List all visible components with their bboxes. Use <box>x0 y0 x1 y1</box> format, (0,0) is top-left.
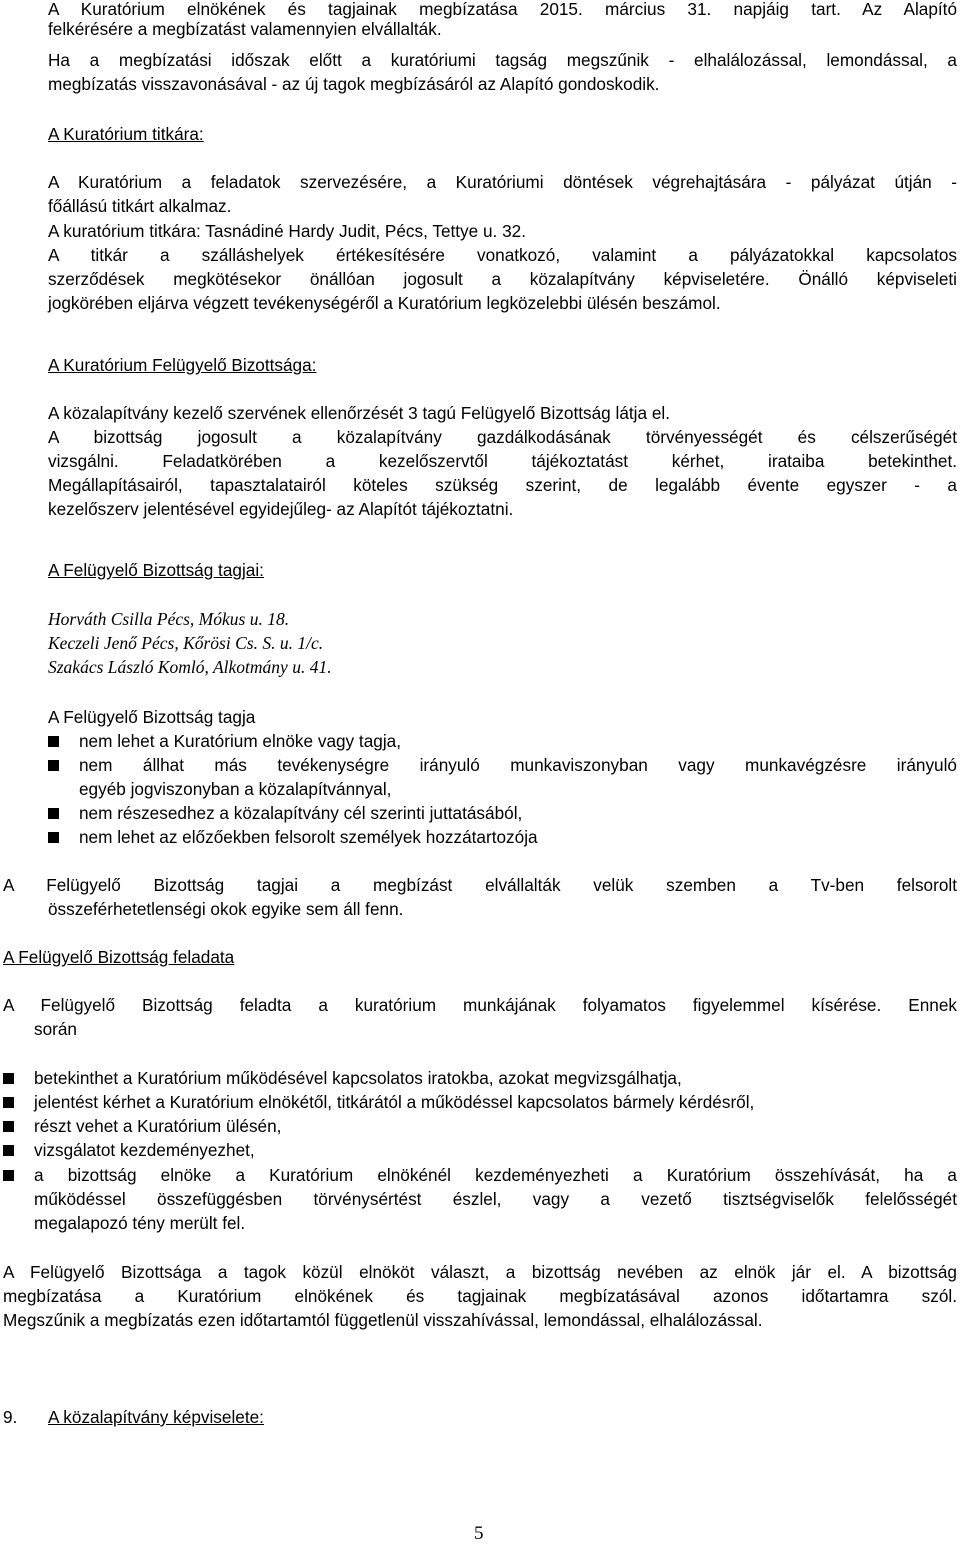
text-line: A bizottság jogosult a közalapítvány gazdálkodásának törvényességét és célszerűségét <box>48 427 957 447</box>
page-number: 5 <box>474 1523 484 1544</box>
list-item: részt vehet a Kuratórium ülésén, <box>34 1116 282 1136</box>
square-bullet-icon <box>3 1121 14 1132</box>
square-bullet-icon <box>48 736 59 747</box>
text-line: Megállapításairól, tapasztalatairól köteles szükség szerint, de legalább évente egyszer - a <box>48 475 957 495</box>
text-line: A kuratórium titkára: Tasnádiné Hardy Judit, Pécs, Tettye u. 32. <box>48 221 526 241</box>
text-line: során <box>34 1019 77 1039</box>
section-heading-titkar: A Kuratórium titkára: <box>48 124 204 144</box>
text-line: A titkár a szálláshelyek értékesítésére vonatkozó, valamint a pályázatokkal kapcsolatos <box>48 245 957 265</box>
section-heading-kepviselet: A közalapítvány képviselete: <box>48 1407 264 1427</box>
list-item: nem részesedhez a közalapítvány cél szerinti juttatásából, <box>79 803 523 823</box>
square-bullet-icon <box>3 1073 14 1084</box>
section-heading-felugyelo: A Kuratórium Felügyelő Bizottsága: <box>48 355 317 375</box>
section-heading-feladata: A Felügyelő Bizottság feladata <box>3 947 235 967</box>
text-line: főállású titkárt alkalmaz. <box>48 196 232 216</box>
square-bullet-icon <box>3 1145 14 1156</box>
list-item-continued: megalapozó tény merült fel. <box>34 1213 246 1233</box>
text-line: szerződések megkötésekor önállóan jogosult a közalapítvány képviseletére. Önálló képviseleti <box>48 269 957 289</box>
square-bullet-icon <box>3 1170 14 1181</box>
member-item: Szakács László Komló, Alkotmány u. 41. <box>48 657 332 677</box>
text-line: A Kuratórium a feladatok szervezésére, a Kuratóriumi döntések végrehajtására - pályázat útján - <box>48 172 957 192</box>
member-item: Keczeli Jenő Pécs, Kőrösi Cs. S. u. 1/c. <box>48 633 324 653</box>
text-line: Ha a megbízatási időszak előtt a kuratóriumi tagság megszűnik - elhalálozással, lemondással, a <box>48 50 957 70</box>
text-line: Megszűnik a megbízatás ezen időtartamtól függetlenül visszahívással, lemondással, elhalálozással. <box>3 1310 763 1330</box>
section-number: 9. <box>3 1407 18 1427</box>
list-item: betekinthet a Kuratórium működésével kapcsolatos iratokba, azokat megvizsgálhatja, <box>34 1068 682 1088</box>
section-heading-tagok: A Felügyelő Bizottság tagjai: <box>48 560 264 580</box>
text-line: A Felügyelő Bizottság feladta a kuratórium munkájának folyamatos figyelemmel kísérése. Ennek <box>3 995 957 1015</box>
text-line: A Kuratórium elnökének és tagjainak megbízatása 2015. március 31. napjáig tart. Az Alapító <box>48 0 957 19</box>
text-line: megbízatása a Kuratórium elnökének és tagjainak megbízatásával azonos időtartamra szól. <box>3 1286 957 1306</box>
list-item: nem lehet a Kuratórium elnöke vagy tagja, <box>79 731 401 751</box>
square-bullet-icon <box>48 760 59 771</box>
list-item: nem állhat más tevékenységre irányuló munkaviszonyban vagy munkavégzésre irányuló <box>79 755 957 775</box>
text-line: A közalapítvány kezelő szervének ellenőrzését 3 tagú Felügyelő Bizottság látja el. <box>48 403 670 423</box>
text-line: megbízatás visszavonásával - az új tagok megbízásáról az Alapító gondoskodik. <box>48 74 660 94</box>
text-line: vizsgálni. Feladatkörében a kezelőszervtől tájékoztatást kérhet, irataiba betekinthet. <box>48 451 957 471</box>
list-item: nem lehet az előzőekben felsorolt személyek hozzátartozója <box>79 827 538 847</box>
list-item-continued: működéssel összefüggésben törvénysértést észlel, vagy a vezető tisztségviselők felelősségét <box>34 1189 957 1209</box>
text-line: kezelőszerv jelentésével egyidejűleg- az Alapítót tájékoztatni. <box>48 499 514 519</box>
list-item: jelentést kérhet a Kuratórium elnökétől, titkárától a működéssel kapcsolatos bármely kérdésről, <box>34 1092 755 1112</box>
text-line: összeférhetetlenségi okok egyike sem áll fenn. <box>48 899 404 919</box>
member-item: Horváth Csilla Pécs, Mókus u. 18. <box>48 609 290 629</box>
text-line: felkérésére a megbízatást valamennyien elvállalták. <box>48 19 442 39</box>
list-item-continued: egyéb jogviszonyban a közalapítvánnyal, <box>79 779 392 799</box>
square-bullet-icon <box>48 808 59 819</box>
section-heading-tagja: A Felügyelő Bizottság tagja <box>48 707 256 727</box>
square-bullet-icon <box>48 832 59 843</box>
text-line: jogkörében eljárva végzett tevékenységéről a Kuratórium legközelebbi ülésén beszámol. <box>48 293 721 313</box>
square-bullet-icon <box>3 1097 14 1108</box>
list-item: a bizottság elnöke a Kuratórium elnökénél kezdeményezheti a Kuratórium összehívását, ha a <box>34 1165 957 1185</box>
list-item: vizsgálatot kezdeményezhet, <box>34 1140 255 1160</box>
text-line: A Felügyelő Bizottság tagjai a megbízást elvállalták velük szemben a Tv-ben felsorolt <box>3 875 957 895</box>
text-line: A Felügyelő Bizottsága a tagok közül elnököt választ, a bizottság nevében az elnök jár el. A bizottság <box>3 1262 957 1282</box>
